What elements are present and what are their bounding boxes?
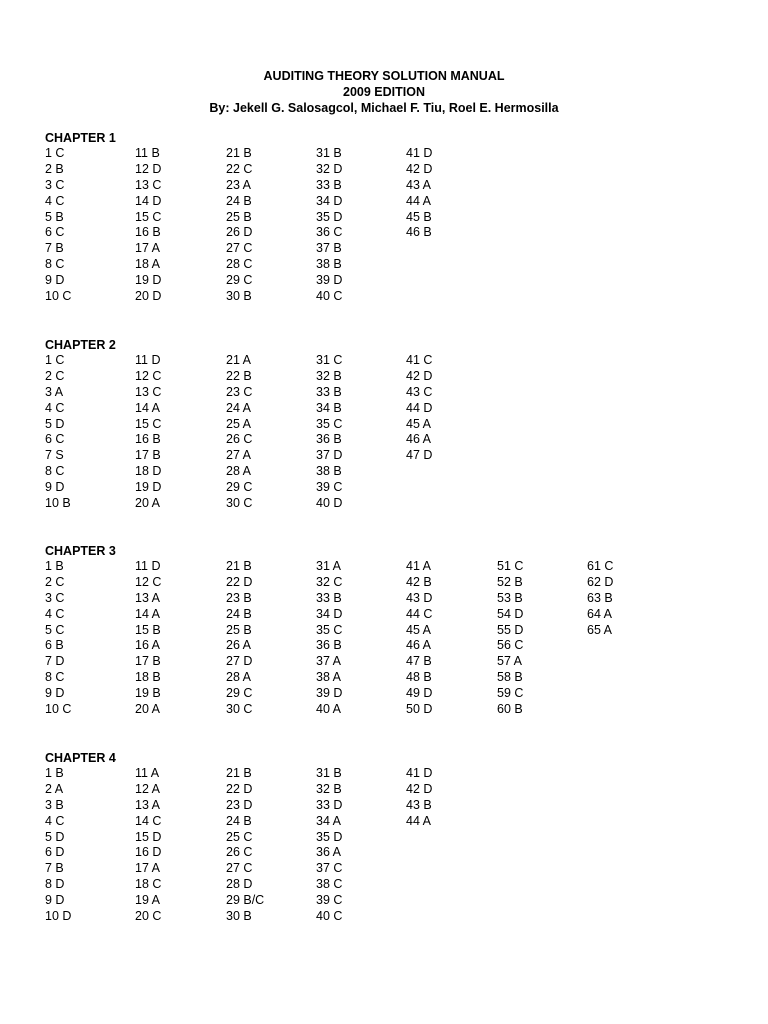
answer-item: 21 B <box>226 146 252 160</box>
answer-item: 40 D <box>316 496 343 511</box>
answer-item: 1 B <box>45 559 64 573</box>
answer-item: 13 A <box>135 590 161 605</box>
answer-item: 8 C <box>45 257 65 272</box>
answer-item: 43 A <box>406 177 432 192</box>
answer-item: 59 C <box>497 686 524 701</box>
answer-item: 7 B <box>45 241 64 256</box>
answer-item: 50 D <box>406 702 433 717</box>
answer-item: 5 D <box>45 416 65 431</box>
answer-item: 6 C <box>45 432 65 447</box>
answer-item: 10 C <box>45 702 72 717</box>
answer-item: 41 D <box>406 766 433 780</box>
answer-item: 44 C <box>406 606 433 621</box>
answer-item: 37 C <box>316 861 343 876</box>
answer-item: 31 B <box>316 766 342 780</box>
answer-item: 60 B <box>497 702 523 717</box>
answer-item: 5 C <box>45 622 65 637</box>
answer-item: 11 A <box>135 766 160 780</box>
chapter-title: CHAPTER 3 <box>45 544 116 558</box>
answer-column <box>45 353 125 512</box>
answer-item: 11 D <box>135 559 161 573</box>
answer-item: 40 C <box>316 909 343 924</box>
answer-item: 45 B <box>406 209 432 224</box>
answer-item: 23 B <box>226 590 252 605</box>
answer-item: 22 B <box>226 368 252 383</box>
answer-item: 43 B <box>406 797 432 812</box>
answer-item: 42 B <box>406 574 432 589</box>
answer-item: 32 B <box>316 368 342 383</box>
answer-item: 5 D <box>45 829 65 844</box>
answer-item: 6 D <box>45 845 65 860</box>
answer-column <box>45 146 125 305</box>
answer-item: 39 C <box>316 480 343 495</box>
answer-column <box>406 559 486 718</box>
answer-item: 24 B <box>226 193 252 208</box>
answer-item: 14 C <box>135 813 162 828</box>
answer-item: 15 C <box>135 209 162 224</box>
answer-column <box>226 146 306 305</box>
answer-item: 34 D <box>316 193 343 208</box>
answer-item: 20 A <box>135 496 161 511</box>
document-title: AUDITING THEORY SOLUTION MANUAL <box>263 69 505 83</box>
answer-item: 3 C <box>45 590 65 605</box>
answer-item: 18 C <box>135 877 162 892</box>
answer-item: 23 D <box>226 797 253 812</box>
answer-item: 16 D <box>135 845 162 860</box>
answer-item: 30 C <box>226 702 253 717</box>
answer-item: 24 B <box>226 813 252 828</box>
answer-item: 4 C <box>45 813 65 828</box>
answer-item: 22 C <box>226 161 253 176</box>
answer-item: 1 C <box>45 146 65 160</box>
answer-item: 19 D <box>135 480 162 495</box>
answer-item: 46 A <box>406 432 432 447</box>
answer-item: 10 C <box>45 289 72 304</box>
answer-item: 26 C <box>226 845 253 860</box>
answer-item: 17 A <box>135 861 161 876</box>
answer-column <box>406 353 486 464</box>
answer-item: 30 C <box>226 496 253 511</box>
answer-grid <box>45 353 433 513</box>
answer-item: 7 S <box>45 448 64 463</box>
answer-item: 45 A <box>406 416 432 431</box>
answer-item: 39 D <box>316 273 343 288</box>
answer-item: 42 D <box>406 368 433 383</box>
answer-item: 33 B <box>316 384 342 399</box>
answer-item: 4 C <box>45 193 65 208</box>
answer-item: 64 A <box>587 606 613 621</box>
answer-item: 18 A <box>135 257 161 272</box>
answer-column <box>135 146 215 305</box>
chapter-section <box>45 130 433 306</box>
chapter-section <box>45 543 614 719</box>
answer-item: 8 C <box>45 464 65 479</box>
answer-item: 21 A <box>226 353 252 367</box>
answer-item: 9 D <box>45 480 65 495</box>
answer-item: 22 D <box>226 781 253 796</box>
answer-item: 2 C <box>45 368 65 383</box>
answer-item: 36 B <box>316 638 342 653</box>
answer-item: 5 B <box>45 209 64 224</box>
answer-item: 12 C <box>135 368 162 383</box>
answer-column <box>497 559 577 718</box>
answer-item: 47 D <box>406 448 433 463</box>
answer-item: 9 D <box>45 273 65 288</box>
answer-item: 15 D <box>135 829 162 844</box>
answer-item: 34 A <box>316 813 342 828</box>
answer-item: 32 C <box>316 574 343 589</box>
answer-item: 26 A <box>226 638 252 653</box>
answer-item: 39 C <box>316 893 343 908</box>
answer-item: 1 B <box>45 766 64 780</box>
answer-column <box>226 353 306 512</box>
answer-item: 36 B <box>316 432 342 447</box>
answer-item: 6 B <box>45 638 64 653</box>
answer-item: 19 D <box>135 273 162 288</box>
answer-item: 2 B <box>45 161 64 176</box>
answer-item: 14 A <box>135 606 161 621</box>
answer-item: 2 C <box>45 574 65 589</box>
answer-column <box>135 353 215 512</box>
answer-item: 34 B <box>316 400 342 415</box>
answer-item: 25 B <box>226 209 252 224</box>
document-edition: 2009 EDITION <box>343 85 425 99</box>
answer-item: 61 C <box>587 559 614 573</box>
answer-item: 11 B <box>135 146 160 160</box>
answer-column <box>316 766 396 925</box>
answer-item: 35 D <box>316 829 343 844</box>
document-header <box>0 68 768 116</box>
answer-item: 51 C <box>497 559 524 573</box>
answer-item: 8 D <box>45 877 65 892</box>
answer-item: 32 B <box>316 781 342 796</box>
answer-item: 16 B <box>135 432 161 447</box>
answer-item: 3 B <box>45 797 64 812</box>
answer-item: 41 C <box>406 353 433 367</box>
answer-item: 27 C <box>226 241 253 256</box>
answer-item: 8 C <box>45 670 65 685</box>
answer-grid <box>45 559 614 719</box>
answer-item: 10 B <box>45 496 71 511</box>
answer-item: 4 C <box>45 400 65 415</box>
answer-item: 54 D <box>497 606 524 621</box>
answer-item: 28 C <box>226 257 253 272</box>
answer-item: 24 B <box>226 606 252 621</box>
answer-item: 7 B <box>45 861 64 876</box>
answer-item: 20 C <box>135 909 162 924</box>
answer-item: 31 A <box>316 559 342 573</box>
answer-item: 13 A <box>135 797 161 812</box>
answer-item: 33 B <box>316 177 342 192</box>
answer-item: 36 A <box>316 845 342 860</box>
answer-item: 23 C <box>226 384 253 399</box>
answer-item: 35 C <box>316 622 343 637</box>
answer-item: 20 D <box>135 289 162 304</box>
answer-item: 63 B <box>587 590 613 605</box>
answer-item: 14 A <box>135 400 161 415</box>
answer-item: 65 A <box>587 622 613 637</box>
answer-item: 4 C <box>45 606 65 621</box>
answer-item: 52 B <box>497 574 523 589</box>
answer-item: 27 C <box>226 861 253 876</box>
answer-item: 29 C <box>226 273 253 288</box>
answer-column <box>316 353 396 512</box>
answer-item: 22 D <box>226 574 253 589</box>
answer-item: 55 D <box>497 622 524 637</box>
answer-item: 43 C <box>406 384 433 399</box>
answer-item: 48 B <box>406 670 432 685</box>
answer-item: 56 C <box>497 638 524 653</box>
answer-item: 38 B <box>316 257 342 272</box>
answer-item: 6 C <box>45 225 65 240</box>
chapter-title: CHAPTER 1 <box>45 131 116 145</box>
answer-item: 30 B <box>226 289 252 304</box>
answer-item: 28 A <box>226 670 252 685</box>
answer-item: 43 D <box>406 590 433 605</box>
answer-item: 58 B <box>497 670 523 685</box>
answer-item: 13 C <box>135 177 162 192</box>
answer-item: 32 D <box>316 161 343 176</box>
answer-item: 34 D <box>316 606 343 621</box>
chapter-section <box>45 337 433 513</box>
answer-item: 29 B/C <box>226 893 265 908</box>
answer-column <box>135 766 215 925</box>
answer-column <box>135 559 215 718</box>
answer-item: 21 B <box>226 766 252 780</box>
answer-item: 40 C <box>316 289 343 304</box>
answer-item: 18 D <box>135 464 162 479</box>
answer-item: 17 A <box>135 241 161 256</box>
answer-column <box>406 146 486 241</box>
answer-item: 33 B <box>316 590 342 605</box>
answer-item: 13 C <box>135 384 162 399</box>
chapter-title: CHAPTER 4 <box>45 751 116 765</box>
answer-item: 17 B <box>135 448 161 463</box>
answer-item: 26 C <box>226 432 253 447</box>
chapter-section <box>45 750 433 926</box>
answer-item: 35 D <box>316 209 343 224</box>
answer-item: 2 A <box>45 781 64 796</box>
answer-item: 47 B <box>406 654 432 669</box>
answer-column <box>316 559 396 718</box>
answer-column <box>587 559 667 638</box>
answer-grid <box>45 146 433 306</box>
answer-item: 37 A <box>316 654 342 669</box>
answer-item: 44 A <box>406 813 432 828</box>
answer-item: 46 A <box>406 638 432 653</box>
answer-item: 44 A <box>406 193 432 208</box>
answer-item: 21 B <box>226 559 252 573</box>
answer-item: 25 A <box>226 416 252 431</box>
answer-item: 42 D <box>406 161 433 176</box>
answer-item: 35 C <box>316 416 343 431</box>
answer-item: 37 D <box>316 448 343 463</box>
answer-item: 7 D <box>45 654 65 669</box>
answer-item: 36 C <box>316 225 343 240</box>
answer-item: 14 D <box>135 193 162 208</box>
answer-item: 12 C <box>135 574 162 589</box>
answer-column <box>316 146 396 305</box>
answer-item: 16 B <box>135 225 161 240</box>
answer-item: 42 D <box>406 781 433 796</box>
answer-item: 19 A <box>135 893 161 908</box>
answer-item: 3 A <box>45 384 64 399</box>
answer-item: 38 C <box>316 877 343 892</box>
answer-item: 28 A <box>226 464 252 479</box>
answer-item: 24 A <box>226 400 252 415</box>
answer-item: 39 D <box>316 686 343 701</box>
answer-item: 49 D <box>406 686 433 701</box>
answer-item: 33 D <box>316 797 343 812</box>
answer-item: 9 D <box>45 893 65 908</box>
answer-item: 20 A <box>135 702 161 717</box>
answer-item: 37 B <box>316 241 342 256</box>
answer-item: 46 B <box>406 225 432 240</box>
answer-item: 17 B <box>135 654 161 669</box>
answer-item: 38 A <box>316 670 342 685</box>
answer-item: 23 A <box>226 177 252 192</box>
answer-item: 25 B <box>226 622 252 637</box>
answer-item: 41 D <box>406 146 433 160</box>
answer-item: 57 A <box>497 654 523 669</box>
answer-item: 26 D <box>226 225 253 240</box>
answer-item: 41 A <box>406 559 432 573</box>
answer-item: 40 A <box>316 702 342 717</box>
answer-item: 29 C <box>226 686 253 701</box>
chapter-title: CHAPTER 2 <box>45 338 116 352</box>
answer-column <box>226 766 306 925</box>
answer-item: 28 D <box>226 877 253 892</box>
answer-item: 1 C <box>45 353 65 367</box>
answer-item: 15 B <box>135 622 161 637</box>
answer-item: 15 C <box>135 416 162 431</box>
answer-item: 45 A <box>406 622 432 637</box>
answer-item: 18 B <box>135 670 161 685</box>
answer-column <box>45 559 125 718</box>
answer-item: 11 D <box>135 353 161 367</box>
answer-item: 12 D <box>135 161 162 176</box>
answer-item: 31 B <box>316 146 342 160</box>
answer-column <box>226 559 306 718</box>
answer-grid <box>45 766 433 926</box>
answer-column <box>406 766 486 830</box>
answer-item: 16 A <box>135 638 161 653</box>
answer-item: 3 C <box>45 177 65 192</box>
answer-column <box>45 766 125 925</box>
answer-item: 10 D <box>45 909 72 924</box>
answer-item: 31 C <box>316 353 343 367</box>
answer-item: 44 D <box>406 400 433 415</box>
answer-item: 12 A <box>135 781 161 796</box>
answer-item: 27 A <box>226 448 252 463</box>
answer-item: 38 B <box>316 464 342 479</box>
answer-item: 62 D <box>587 574 614 589</box>
answer-item: 25 C <box>226 829 253 844</box>
answer-item: 30 B <box>226 909 252 924</box>
answer-item: 29 C <box>226 480 253 495</box>
answer-item: 27 D <box>226 654 253 669</box>
document-authors: By: Jekell G. Salosagcol, Michael F. Tiu, Roel E. Hermosilla <box>209 101 559 115</box>
answer-item: 9 D <box>45 686 65 701</box>
answer-item: 19 B <box>135 686 161 701</box>
answer-item: 53 B <box>497 590 523 605</box>
